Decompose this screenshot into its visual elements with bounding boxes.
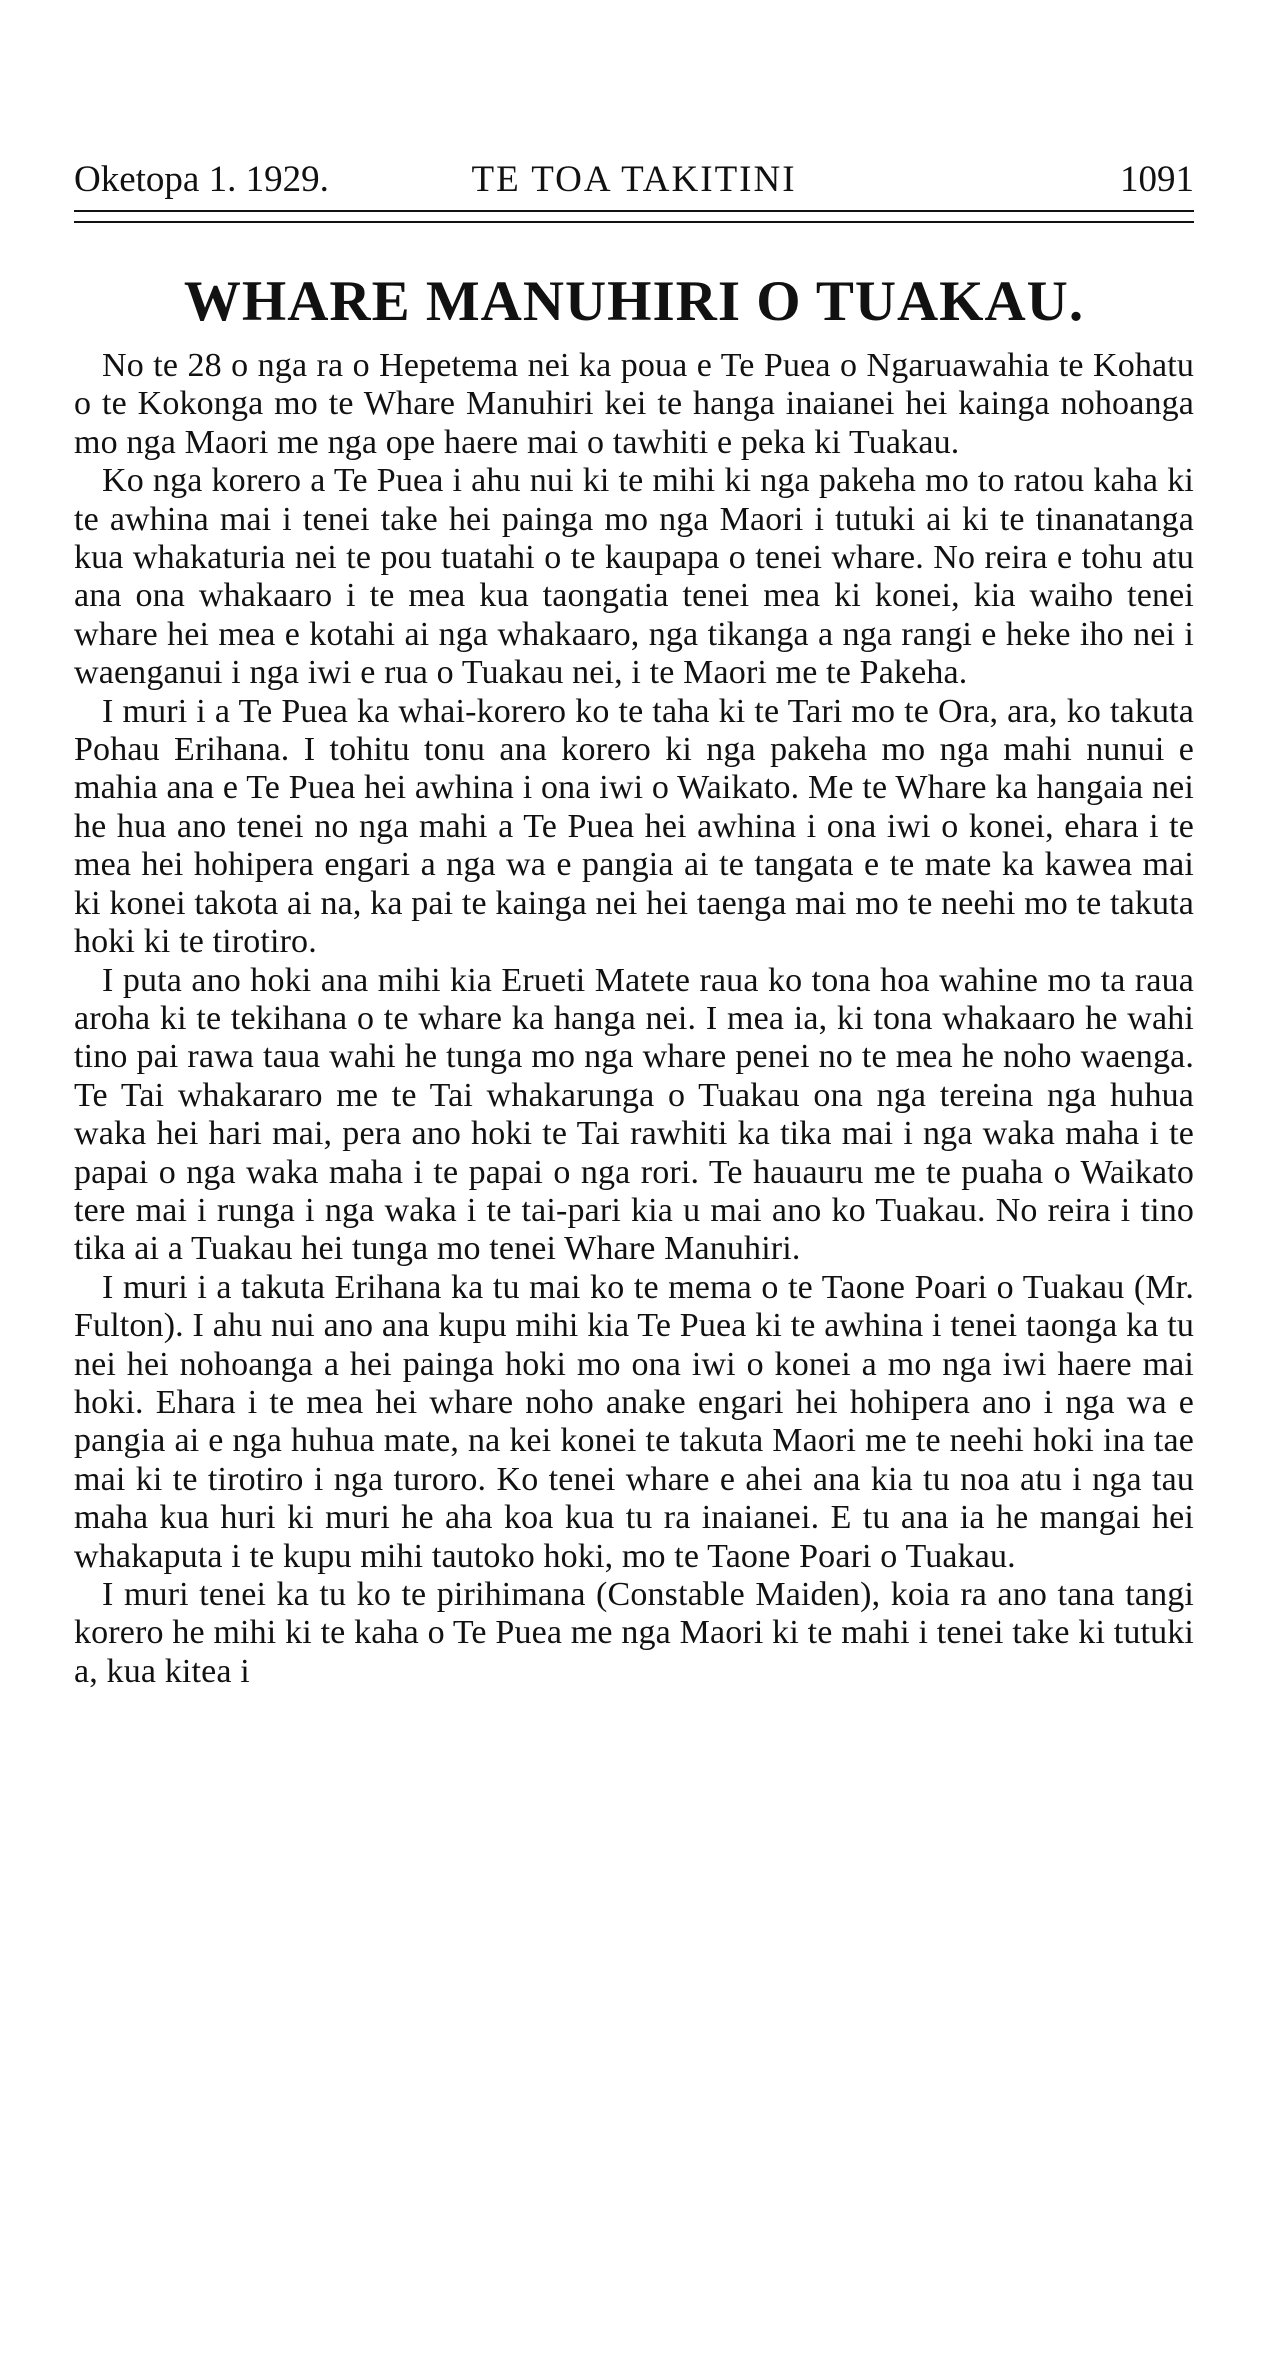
article-title: WHARE MANUHIRI O TUAKAU.	[183, 270, 1085, 333]
header-rule	[74, 221, 1194, 223]
paragraph-2: Ko nga korero a Te Puea i ahu nui ki te mihi ki nga pakeha mo to ratou kaha ki te awhina mai i tenei take hei painga mo nga Maori i tutuki ai ki te tinanatanga kua whakaturia nei te pou tuatahi o te kaupapa o tenei whare. No reira e tohu atu ana ona whakaaro i te mea kua taongatia tenei mea ki konei, kia waiho tenei whare hei mea e kotahi ai nga whakaaro, nga tikanga a nga rangi e heke iho nei i waenganui i nga iwi e rua o Tuakau nei, i te Maori me te Pakeha.	[74, 462, 1194, 692]
paragraph-4: I puta ano hoki ana mihi kia Erueti Matete raua ko tona hoa wahine mo ta raua aroha ki te tekihana o te whare ka hanga nei. I mea ia, ki tona whakaaro he wahi tino pai rawa taua wahi he tunga mo nga whare penei no te mea he noho waenga. Te Tai whakararo me te Tai whakarunga o Tuakau ona nga tereina nga huhua waka hei hari mai, pera ano hoki te Tai rawhiti ka tika mai i nga waka maha i te papai o nga waka maha i te papai o nga rori. Te hauauru me te puaha o Waikato tere mai i runga i nga waka i te tai-pari kia u mai ano ko Tuakau. No reira i tino tika ai a Tuakau hei tunga mo tenei Whare Manuhiri.	[74, 961, 1194, 1268]
paragraph-1: No te 28 o nga ra o Hepetema nei ka poua e Te Puea o Ngaruawahia te Kohatu o te Kokonga mo te Whare Manuhiri kei te hanga inaianei hei kainga nohoanga mo nga Maori me nga ope haere mai o tawhiti e peka ki Tuakau.	[74, 347, 1194, 461]
issue-date: Oketopa 1. 1929.	[74, 159, 329, 200]
paragraph-5: I muri i a takuta Erihana ka tu mai ko te mema o te Taone Poari o Tuakau (Mr. Fulton). I ahu nui ano ana kupu mihi kia Te Puea ki te awhina i tenei taonga ka tu nei hei nohoanga a hei painga hoki mo ona iwi o konei a mo nga iwi haere mai hoki. Ehara i te mea hei whare noho anake engari hei hohipera ano i nga wa e pangia ai e nga huhua mate, na kei konei te takuta Maori me te neehi hoki ina tae mai ki te tirotiro i nga turoro. Ko tenei whare e ahei ana kia tu noa atu i nga tau maha kua huri ki muri he aha koa kua tu ra inaianei. E tu ana ia he mangai hei whakaputa i te kupu mihi tautoko hoki, mo te Taone Poari o Tuakau.	[74, 1268, 1194, 1575]
page	[74, 150, 1194, 1691]
journal-title: TE TOA TAKITINI	[471, 159, 797, 200]
page-number: 1091	[1120, 159, 1194, 200]
article-body	[74, 347, 1194, 1691]
paragraph-6: I muri tenei ka tu ko te pirihimana (Constable Maiden), koia ra ano tana tangi korero he mihi ki te kaha o Te Puea me nga Maori ki te mahi i tenei take ki tutuki a, kua kitea i	[74, 1576, 1194, 1690]
running-header	[74, 150, 1194, 212]
paragraph-3: I muri i a Te Puea ka whai-korero ko te taha ki te Tari mo te Ora, ara, ko takuta Pohau Erihana. I tohitu tonu ana korero ki nga pakeha mo nga mahi nunui e mahia ana e Te Puea hei awhina i ona iwi o Waikato. Me te Whare ka hangaia nei he hua ano tenei no nga mahi a Te Puea hei awhina i ona iwi o konei, ehara i te mea hei hohipera engari a nga wa e pangia ai te tangata e te mate ka kawea mai ki konei takota ai na, ka pai te kainga nei hei taenga mai mo te neehi mo te takuta hoki ki te tirotiro.	[74, 692, 1194, 961]
